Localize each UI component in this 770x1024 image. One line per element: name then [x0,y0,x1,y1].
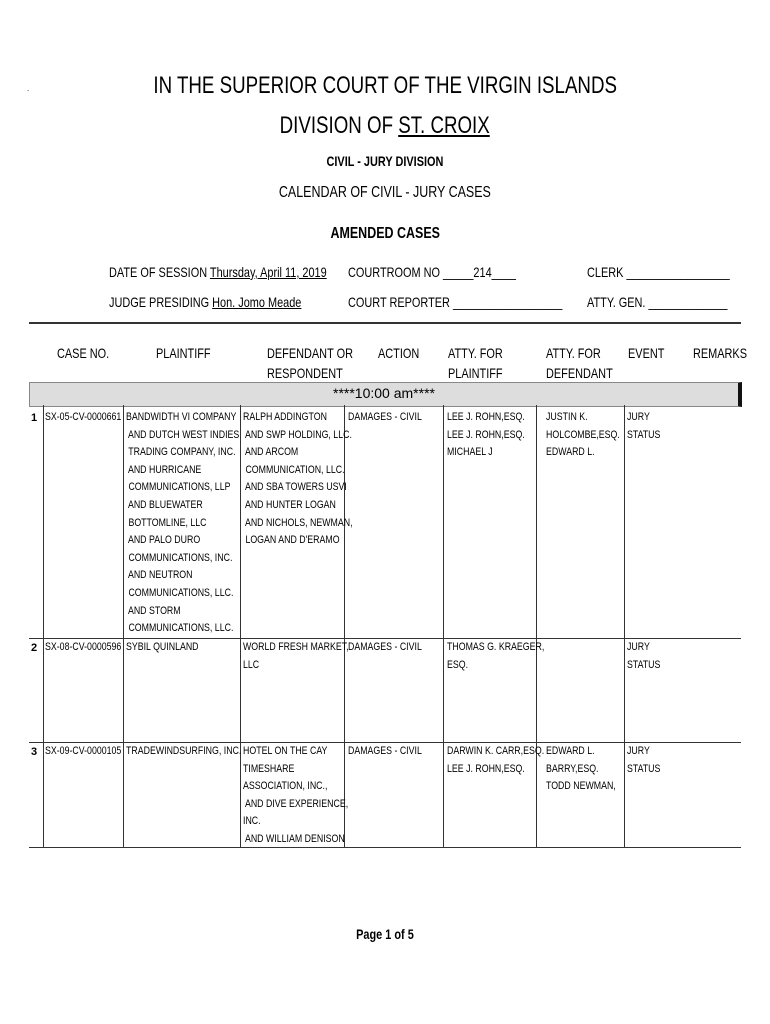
cell-line: BARRY,ESQ. [546,762,599,775]
cell-line: JUSTIN K. [546,411,588,423]
col-remarks: REMARKS [693,345,748,361]
event-cell [627,409,669,444]
atty-plaintiff-cell [447,639,569,674]
stray-mark: . [27,84,30,93]
cell-line: TIMESHARE [243,762,295,775]
atty-defendant-cell [546,409,638,462]
cell-line: COMMUNICATIONS, LLC. [126,586,234,599]
col-case-no: CASE NO. [57,345,110,361]
cell-line: DAMAGES - CIVIL [348,411,422,423]
cell-line: STATUS [627,658,661,671]
cell-line: TRADEWINDSURFING, INC. [126,745,242,757]
cell-line: LLC [243,658,260,671]
cell-line: AND DIVE EXPERIENCE, [243,797,349,810]
col-action: ACTION [378,345,420,361]
court-title: IN THE SUPERIOR COURT OF THE VIRGIN ISLANDS [153,72,617,99]
atty-gen: ATTY. GEN. _____________ [587,294,728,310]
cell-line: AND HUNTER LOGAN [243,498,336,511]
page-number: Page 1 of 5 [356,926,414,942]
cell-line: INC. [243,815,261,828]
action-cell [348,409,440,427]
cell-line: COMMUNICATION, LLC. [243,463,345,476]
cell-line: MICHAEL J [447,446,493,459]
cell-line: AND PALO DURO [126,534,201,547]
cell-line: TRADING COMPANY, INC. [126,446,236,459]
atty-plaintiff-cell [447,409,544,462]
plaintiff-cell [126,639,217,657]
session-date: DATE OF SESSION Thursday, April 11, 2019 [109,264,327,280]
col-atty-defendant: ATTY. FOR DEFENDANT [546,345,613,381]
grid-line [43,405,44,848]
judge-presiding: JUDGE PRESIDING Hon. Jomo Meade [109,294,302,310]
time-slot-label: ****10:00 am**** [333,385,435,401]
amended-title: AMENDED CASES [330,225,440,242]
cell-line: LEE J. ROHN,ESQ. [447,762,525,775]
action-cell [348,639,440,657]
col-defendant: DEFENDANT OR RESPONDENT [267,345,353,381]
grid-line [123,405,124,848]
cell-line: SX-08-CV-0000596 [45,641,122,653]
cell-line: DAMAGES - CIVIL [348,745,422,757]
cell-line: LOGAN AND D'ERAMO [243,534,340,547]
event-cell [627,743,669,778]
cell-line: COMMUNICATIONS, LLC. [126,622,234,635]
grid-line [443,405,444,848]
col-atty-plaintiff: ATTY. FOR PLAINTIFF [448,345,503,381]
calendar-title: CALENDAR OF CIVIL - JURY CASES [279,184,491,201]
cell-line: AND STORM [126,604,181,617]
cell-line: AND NICHOLS, NEWMAN, [243,516,353,529]
row-number: 1 [31,412,38,424]
cell-line: BOTTOMLINE, LLC [126,516,207,529]
header-divider [29,322,741,324]
row-number: 3 [31,746,38,758]
clerk: CLERK _________________ [587,264,730,280]
cell-line: SYBIL QUINLAND [126,641,199,653]
col-plaintiff: PLAINTIFF [156,345,211,361]
atty-defendant-cell [546,743,633,796]
courtroom-no: COURTROOM NO _____214____ [348,264,516,280]
event-cell [627,639,669,674]
cell-line: AND HURRICANE [126,463,202,476]
cell-line: LEE J. ROHN,ESQ. [447,411,525,423]
cell-line: COMMUNICATIONS, LLP [126,481,231,494]
subdivision-title: CIVIL - JURY DIVISION [326,153,444,169]
grid-line [536,405,537,848]
cell-line: DARWIN K. CARR,ESQ. [447,745,545,757]
time-slot-band [29,382,742,407]
court-reporter: COURT REPORTER __________________ [348,294,563,310]
cell-line: THOMAS G. KRAEGER, [447,641,545,653]
cell-line: WORLD FRESH MARKET, [243,641,349,653]
cell-line: JURY [627,411,650,423]
cell-line: EDWARD L. [546,745,595,757]
cell-line: STATUS [627,428,661,441]
cell-line: SX-05-CV-0000661 [45,411,122,423]
cell-line: COMMUNICATIONS, INC. [126,551,233,564]
cell-line: DAMAGES - CIVIL [348,641,422,653]
action-cell [348,743,440,761]
cell-line: AND SWP HOLDING, LLC. [243,428,352,441]
cell-line: AND BLUEWATER [126,498,203,511]
cell-line: TODD NEWMAN, [546,780,616,793]
cell-line: AND DUTCH WEST INDIES [126,428,240,441]
cell-line: ASSOCIATION, INC., [243,780,328,793]
division-title: DIVISION OF ST. CROIX [279,112,491,139]
cell-line: ESQ. [447,658,469,671]
cell-line: JURY [627,641,650,653]
cell-line: EDWARD L. [546,446,595,459]
col-event: EVENT [628,345,665,361]
cell-line: SX-09-CV-0000105 [45,745,122,757]
cell-line: BANDWIDTH VI COMPANY [126,411,237,423]
cell-line: LEE J. ROHN,ESQ. [447,428,525,441]
cell-line: AND ARCOM [243,446,299,459]
cell-line: RALPH ADDINGTON [243,411,327,423]
cell-line: AND NEUTRON [126,569,193,582]
cell-line: HOLCOMBE,ESQ. [546,428,620,441]
defendant-cell [243,409,380,550]
cell-line: AND WILLIAM DENISON [243,832,345,845]
cell-line: AND SBA TOWERS USVI [243,481,347,494]
row-divider [29,847,741,848]
cell-line: HOTEL ON THE CAY [243,745,328,757]
row-number: 2 [31,642,38,654]
cell-line: JURY [627,745,650,757]
cell-line: STATUS [627,762,661,775]
